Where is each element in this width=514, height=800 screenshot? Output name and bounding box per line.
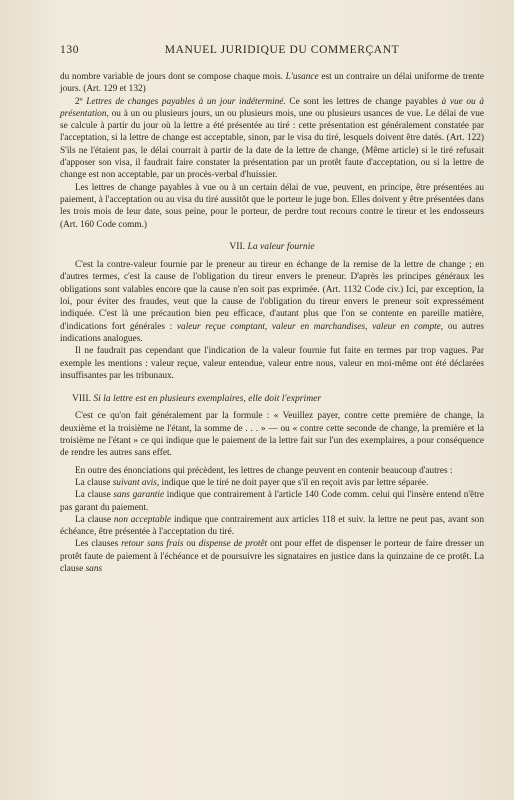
paragraph: En outre des énonciations qui précèdent, les lettres de change peuvent en contenir beaucoup d'autres : (75, 465, 453, 476)
paragraph: du nombre variable de jours dont se compose chaque mois. L'usance est un contraire un délai uniforme de trente jours. (Art. 129 et 132) (60, 72, 484, 95)
page-header (60, 44, 484, 64)
paragraph: Les lettres de change payables à vue ou à un certain délai de vue, peuvent, en principe, être présentées au paiement, à l'acceptation ou au visa du tiré aussitôt que le porteur le juge bon. Elles doivent y être présentées dans les trois mois de leur date, sous peine, pour le porteur, de perdre tout recours contre le tireur et les endosseurs (Art. 160 Code comm.) (60, 182, 484, 230)
paragraph: La clause non acceptable indique que contrairement aux articles 118 et suiv. la lettre ne peut pas, avant son échéance, être présentée à l'acceptation du tiré. (60, 514, 484, 538)
running-head: MANUEL JURIDIQUE DU COMMERÇANT (164, 44, 400, 56)
paragraph: La clause sans garantie indique que contrairement à l'article 140 Code comm. celui qui l'insère entend n'être pas garant du paiement. (60, 490, 484, 513)
paragraph: C'est ce qu'on fait généralement par la formule : « Veuillez payer, contre cette première de change, la deuxième et la troisième ne l'étant, la somme de . . . » — ou « contre cette seconde de change, la première et la troisième ne l'étant » ce qui indique que le paiement de la lettre fait sur l'un des exemplaires, a pour conséquence de rendre les autres sans effet. (60, 411, 484, 459)
paragraph: C'est la contre-valeur fournie par le preneur au tireur en échange de la remise de la lettre de change ; en d'autres termes, c'est la cause de l'obligation du tireur envers le preneur. D'après les principes généraux les obligations sont valables encore que la cause n'en soit pas exprimée. (Art. 1132 Code civ.) Ici, par exception, la loi, pour éviter des fraudes, veut que la cause de l'obligation du tireur envers le preneur soit expressément indiquée. C'est là une précaution bien peu efficace, d'autant plus que l'on se contente en pareille matière, d'indications fort générales : valeur reçue comptant, valeur en marchandises, valeur en compte, ou autres indications analogues. (60, 260, 484, 344)
page-body (60, 71, 484, 575)
section-heading: VIII. Si la lettre est en plusieurs exemplaires, elle doit l'exprimer (72, 393, 322, 405)
paragraph: 2º Lettres de changes payables à un jour indéterminé. Ce sont les lettres de change payables à vue ou à présentation, ou à un ou plusieurs jours, un ou plusieurs mois, une ou plusieurs usances de vue. Le délai de vue se calcule à partir du jour où la lettre a été présentée au tiré : cette présentation est généralement constatée par l'acceptation, si la lettre de change est acceptable, sinon, par le visa du tiré, lesquels doivent être datés. (Art. 122) S'ils ne l'étaient pas, le délai courrait à partir de la date de la lettre de change, (Même article) si le tiré refusait d'apposer son visa, il faudrait faire constater la présentation par un protêt faute d'acceptation, ou si la lettre de change est non acceptable, par un procès-verbal d'huissier. (60, 96, 485, 181)
paragraph: Les clauses retour sans frais ou dispense de protêt ont pour effet de dispenser le porteur de faire dresser un protêt faute de paiement à l'échéance et de poursuivre les signataires en justice dans la quinzaine de ce protêt. La clause sans (60, 539, 484, 574)
paragraph: La clause suivant avis, indique que le tiré ne doit payer que s'il en reçoit avis par lettre séparée. (75, 477, 429, 488)
section-heading: VII. La valeur fournie (229, 240, 315, 252)
subsection-title: Lettres de changes payables à un jour indéterminé. (86, 96, 286, 107)
paragraph: Il ne faudrait pas cependant que l'indication de la valeur fournie fut faite en termes par trop vagues. Par exemple les mentions : valeur reçue, valeur entendue, valeur entre nous, valeur en moi-même ont été déclarées insuffisantes par les tribunaux. (60, 346, 484, 381)
page-number: 130 (60, 44, 80, 56)
